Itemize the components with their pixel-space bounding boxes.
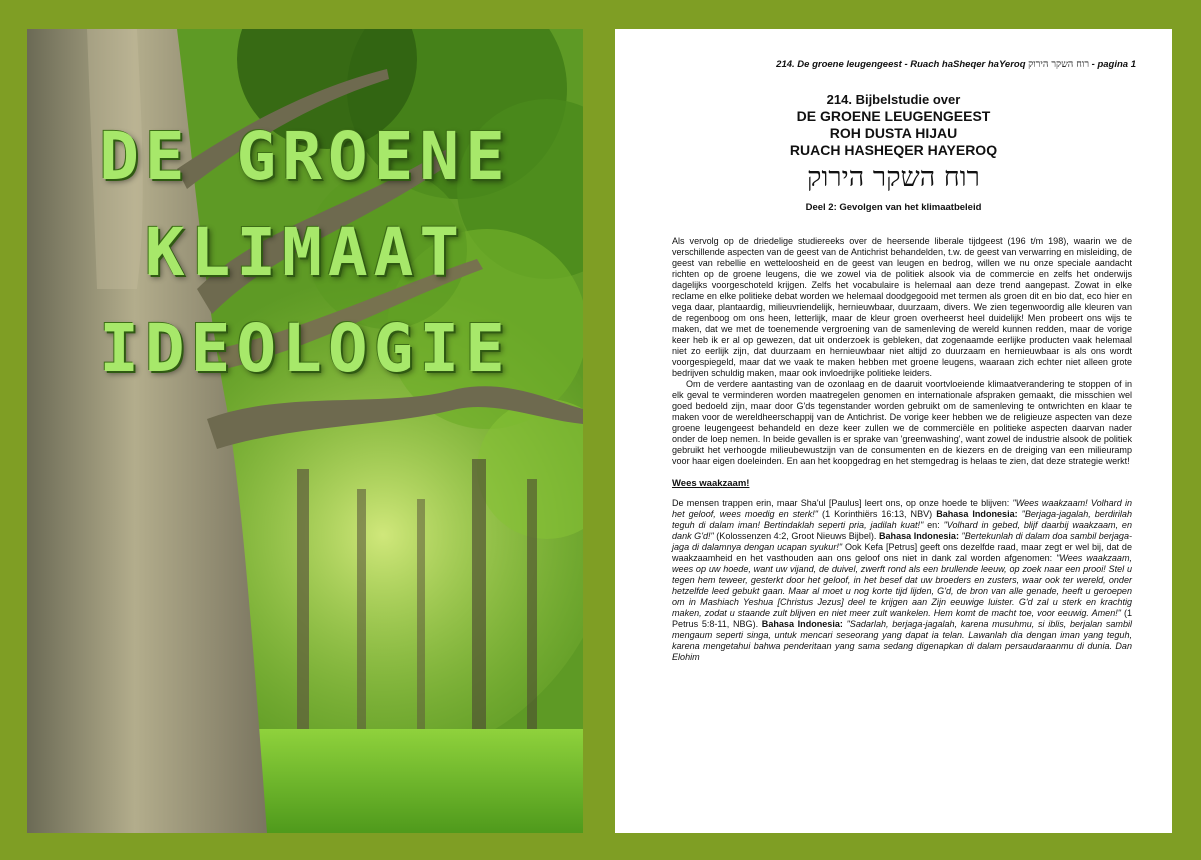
title-block (615, 91, 1172, 213)
study-number-title: 214. Bijbelstudie over (826, 92, 961, 107)
running-head-hebrew: רוח השקר הירוק (1028, 59, 1090, 70)
title-dutch: DE GROENE LEUGENGEEST (796, 108, 991, 124)
cover-title-line: DE GROENE (99, 118, 511, 195)
text-run: (Kolossenzen 4:2, Groot Nieuws Bijbel). (713, 531, 879, 541)
title-transliteration: RUACH HASHEQER HAYEROQ (789, 142, 998, 158)
quote: "Wees waakzaam! Volhard in het geloof, wees moedig en sterk!" (672, 498, 1132, 519)
text-run: (1 Petrus 5:8-11, NBG). (672, 608, 1133, 629)
text-run: (1 Korinthiërs 16:13, NBV) (818, 509, 937, 519)
cover-title-line: KLIMAAT (144, 214, 466, 291)
language-label: Bahasa Indonesia: (878, 531, 959, 541)
title-hebrew: רוח השקר הירוק (807, 162, 980, 193)
quote: "Wees waakzaam, wees op uw hoede, want uw vijand, de duivel, zwerft rond als een brullende leeuw, op zoek naar een prooi! Stel u tegen hem teweer, gesterkt door het geloof, in het besef dat uw broeders en zusters, waar ook ter wereld, onder hetzelfde leed gebukt gaan. Maar al moet u nog korte tijd lijden, G'd, de bron van alle genade, heeft u geroepen om in Mashiach Yeshua [Christus Jezus] deel te krijgen aan Zijn eeuwige luister. G'd zal u sterk en krachtig maken, zodat u staande zult blijven en niet meer zult wankelen. Hem komt de macht toe, voor eeuwig. Amen!" (672, 553, 1132, 618)
paragraph: Als vervolg op de driedelige studiereeks over de heersende liberale tijdgeest (196 t/m 198), waarin we de verschillende aspecten van de geest van de Antichrist behandelden, t.w. de geest van verwarring en misleiding, de geest van rebellie en wetteloosheid en de geest van leugen en bedrog, willen we nu onze speciale aandacht richten op de groene leugens, die we zowel via de politiek alsook via de commercie en zelfs het onderwijs dagelijks voorgeschoteld krijgen. Zelfs het vocabulaire is helemaal aan deze trend aangepast. Zowat in elke reclame en elke politieke debat worden we helemaal doodgegooid met termen als groen dit en bio dat, eco hier en vega daar, plantaardig, milieuvriendelijk, hernieuwbaar, duurzaam, divers. We zien tegenwoordig alle kleuren van de regenboog om ons heen, letterlijk, maar de kleur groen overheerst heel duidelijk! Men probeert ons wijs te maken, dat we met de toenemende vergroening van de samenleving de wereld kunnen redden, maar de vorige keer heb ik er al op gewezen, dat uit onderzoek is gebleken, dat zogenaamde eerlijke producten vaak helemaal niet zo eerlijk zijn, dat duurzaam en hernieuwbaar niet altijd zo duurzaam en hernieuwbaar is als ons wordt voorgespiegeld, maar dat we vaak te maken hebben met groene leugens, waaraan zich echter niet alleen grote bedrijven schuldig maken, maar ook invloedrijke politieke leiders. (672, 236, 1132, 378)
running-head-prefix: 214. De groene leugengeest - Ruach haSheqer haYeroq (776, 59, 1029, 70)
paragraph (672, 498, 1132, 663)
document-page (615, 29, 1172, 833)
text-run: De mensen trappen erin, maar Sha'ul [Paulus] leert ons, op onze hoede te blijven: (672, 498, 1013, 508)
quote: "Volhard in gebed, blijf daarbij waakzaam, en dank G'd!" (672, 520, 1132, 541)
quote: "Berjaga-jagalah, berdirilah teguh di dalam iman! Bertindaklah seperti pria, jadilah kuat!" (672, 509, 1132, 530)
cover-title-line: IDEOLOGIE (99, 310, 511, 387)
paragraph: Om de verdere aantasting van de ozonlaag en de daaruit voortvloeiende klimaatverandering te stoppen of in elk geval te verminderen worden maatregelen genomen en internationale afspraken gemaakt, die misschien wel goed bedoeld zijn, maar door G'ds tegenstander worden gebruikt om de samenleving te ontwrichten en klaar te maken voor de wereldheerschappij van de Antichrist. De vorige keer hebben we de religieuze aspecten van deze groene leugengeest behandeld en deze keer zullen we de commerciële en politieke aspecten daarvan nader onder de loep nemen. In beide gevallen is er sprake van 'greenwashing', want zowel de industrie alsook de politiek gebruikt het verhoogde milieubewustzijn van de consumenten en de kiezers en de dreiging van een milieuramp voor haar eigen doeleinden. En aan het koopgedrag en het stemgedrag is helaas te zien, dat deze strategie werkt! (672, 379, 1132, 466)
running-head (776, 59, 1136, 70)
language-label: Bahasa Indonesia: (761, 619, 843, 629)
running-head-suffix: - pagina 1 (1089, 59, 1136, 70)
title-indonesian: ROH DUSTA HIJAU (829, 125, 958, 141)
text-run: Ook Kefa [Petrus] geeft ons dezelfde raad, maar zegt er wel bij, dat de waakzaamheid en het vasthouden aan ons geloof ons niet in dank zal worden afgenomen: (672, 542, 1132, 563)
text-run: en: (923, 520, 944, 530)
section-heading: Wees waakzaam! (672, 478, 750, 489)
cover-title (27, 109, 583, 397)
quote: "Bertekunlah di dalam doa sambil berjaga-jaga di dalamnya dengan ucapan syukur!" (672, 531, 1132, 552)
subtitle: Deel 2: Gevolgen van het klimaatbeleid (805, 202, 982, 213)
quote: "Sadarlah, berjaga-jagalah, karena musuhmu, si iblis, berjalan sambil mengaum seperti singa, untuk mencari seseorang yang dapat ia telan. Lawanlah dia dengan iman yang teguh, karena mengetahui bahwa penderitaan yang sama sedang digenapkan di dalam persaudaraanmu di dunia. Dan Elohim (672, 619, 1132, 662)
body-text (672, 236, 1132, 663)
language-label: Bahasa Indonesia: (936, 509, 1018, 519)
book-cover (27, 29, 583, 833)
